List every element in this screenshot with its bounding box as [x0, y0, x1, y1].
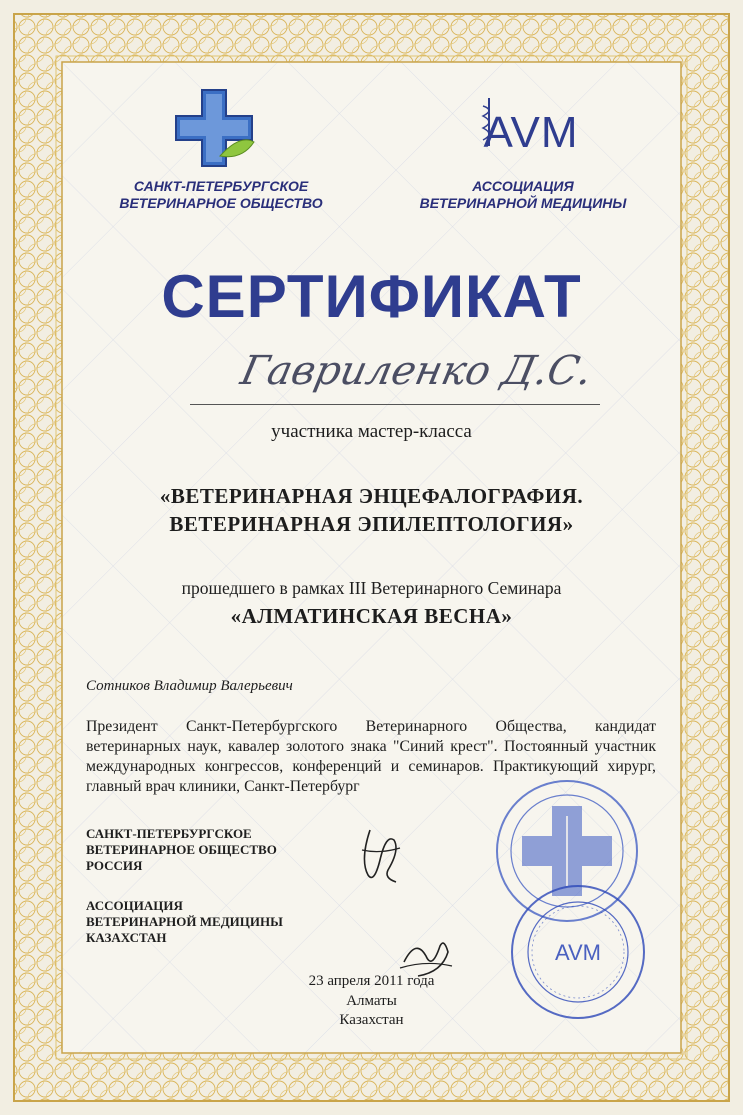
right-logo-line2: ВЕТЕРИНАРНОЙ МЕДИЦИНЫ	[419, 195, 627, 211]
event-name: «АЛМАТИНСКАЯ ВЕСНА»	[230, 604, 513, 628]
stamp-center-text: AVM	[554, 940, 602, 965]
org1-line2: ВЕТЕРИНАРНОЕ ОБЩЕСТВО	[86, 842, 277, 857]
right-logo-label	[408, 178, 638, 212]
issue-date: 23 апреля 2011 года	[308, 973, 435, 989]
instructor-name: Сотников Владимир Валерьевич	[86, 678, 293, 694]
course-title-line2: ВЕТЕРИНАРНАЯ ЭПИЛЕПТОЛОГИЯ»	[169, 512, 574, 536]
signature-1-icon	[350, 820, 410, 890]
blue-cross-logo-icon	[172, 86, 262, 176]
course-title-line1: «ВЕТЕРИНАРНАЯ ЭНЦЕФАЛОГРАФИЯ.	[159, 484, 584, 508]
signatory-org-2	[86, 898, 283, 946]
left-logo-line1: САНКТ-ПЕТЕРБУРГСКОЕ	[133, 178, 309, 194]
org1-line3: РОССИЯ	[86, 858, 143, 873]
avm-logo-mark: AVM	[483, 108, 579, 157]
org2-line3: КАЗАХСТАН	[86, 930, 167, 945]
org2-line2: ВЕТЕРИНАРНОЙ МЕДИЦИНЫ	[86, 914, 283, 929]
signatory-org-1	[86, 826, 277, 874]
certificate-title: СЕРТИФИКАТ	[161, 263, 582, 330]
org1-line1: САНКТ-ПЕТЕРБУРГСКОЕ	[86, 826, 252, 841]
event-intro: прошедшего в рамках III Ветеринарного Семинара	[181, 578, 562, 598]
issue-city: Алматы	[346, 993, 397, 1009]
instructor-bio: Президент Санкт-Петербургского Ветеринарного Общества, кандидат ветеринарных наук, кавалер золотого знака "Синий крест". Постоянный участник международных конгрессов, конференций и семинаров. Практикующий хирург, главный врач клиники, Санкт-Петербург	[86, 718, 656, 795]
org2-line1: АССОЦИАЦИЯ	[86, 898, 183, 913]
left-logo-line2: ВЕТЕРИНАРНОЕ ОБЩЕСТВО	[119, 195, 323, 211]
issue-country: Казахстан	[339, 1012, 404, 1028]
name-underline	[190, 404, 600, 405]
right-logo-line1: АССОЦИАЦИЯ	[472, 178, 574, 194]
left-logo-label	[116, 178, 326, 212]
recipient-name-handwritten: Гавриленко Д.С.	[236, 348, 597, 394]
role-text: участника мастер-класса	[271, 421, 472, 442]
